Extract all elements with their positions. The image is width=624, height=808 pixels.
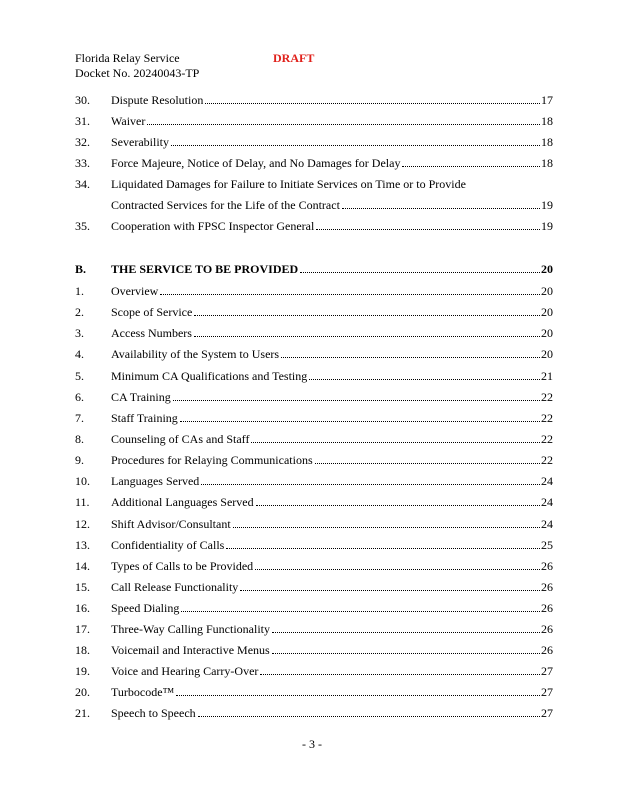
toc-entry-number: 13.: [75, 538, 90, 552]
toc-entry: [75, 600, 553, 616]
toc-entry: [75, 473, 553, 489]
toc-entry-title: Severability: [111, 135, 169, 149]
toc-entry-number: 15.: [75, 580, 90, 594]
toc-entry-content: [111, 494, 553, 510]
toc-entry-number: B.: [75, 262, 87, 276]
toc-entry-number: 35.: [75, 219, 90, 233]
toc-entry-content: [111, 579, 553, 595]
toc-entry-content: [111, 452, 553, 468]
dot-leader: [272, 642, 540, 654]
toc-entry: [75, 304, 553, 320]
toc-entry: [75, 663, 553, 679]
toc-entry-content: [111, 516, 553, 532]
dot-leader: [147, 113, 540, 125]
toc-entry-number: 31.: [75, 114, 90, 128]
toc-entry-page: 20: [541, 326, 553, 340]
toc-entry-content: [111, 558, 553, 574]
toc-entry-title: CA Training: [111, 390, 171, 404]
toc-entry-page: 22: [541, 390, 553, 404]
toc-entry-title: Minimum CA Qualifications and Testing: [111, 369, 308, 383]
toc-entry-content: [111, 663, 553, 679]
toc-entry-page: 27: [541, 706, 553, 720]
toc-entry: [75, 579, 553, 595]
toc-entry: [75, 494, 553, 510]
toc-entry: [75, 155, 553, 171]
toc-entry-title: Voice and Hearing Carry-Over: [111, 664, 259, 678]
toc-entry-page: 26: [541, 580, 553, 594]
toc-entry-page: 25: [541, 538, 553, 552]
toc-entry-page: 27: [541, 685, 553, 699]
toc-entry-content: [111, 304, 553, 320]
toc-entry: [75, 516, 553, 532]
toc-entry: [75, 113, 553, 129]
dot-leader: [194, 304, 540, 316]
toc-entry-number: 34.: [75, 177, 90, 191]
toc-entry-content: [111, 176, 553, 192]
dot-leader: [316, 218, 540, 230]
toc-entry: [75, 325, 553, 341]
toc-entry-page: 19: [541, 198, 553, 212]
toc-entry-title: Speed Dialing: [111, 601, 180, 615]
header-line-1: Florida Relay Service: [75, 51, 180, 65]
toc-entry-title: Scope of Service: [111, 305, 193, 319]
toc-entry: [75, 537, 553, 553]
toc-entry: [75, 218, 553, 234]
toc-entry-content: [111, 134, 553, 150]
toc-entry-number: 1.: [75, 284, 84, 298]
toc-entry-title: Confidentiality of Calls: [111, 538, 225, 552]
toc-entry: [75, 134, 553, 150]
page-number: - 3 -: [302, 737, 322, 751]
toc-entry-title: Three-Way Calling Functionality: [111, 622, 270, 636]
toc-entry-title: Availability of the System to Users: [111, 347, 280, 361]
toc-entry-page: 26: [541, 559, 553, 573]
toc-entry-page: 20: [541, 262, 553, 276]
toc-entry-number: 20.: [75, 685, 90, 699]
toc-entry: [75, 431, 553, 447]
toc-entry-content: [111, 431, 553, 447]
toc-entry-number: 19.: [75, 664, 90, 678]
toc-entry-title: Call Release Functionality: [111, 580, 239, 594]
toc-entry-content: [111, 113, 553, 129]
toc-entry-page: 18: [541, 156, 553, 170]
toc-entry-number: 3.: [75, 326, 84, 340]
header-line-2: Docket No. 20240043-TP: [75, 66, 200, 80]
toc-entry-page: 26: [541, 643, 553, 657]
toc-entry-page: 26: [541, 601, 553, 615]
toc-entry-title: Languages Served: [111, 474, 200, 488]
toc-entry: [75, 283, 553, 299]
toc-entry-number: 12.: [75, 517, 90, 531]
dot-leader: [240, 579, 540, 591]
toc-entry-number: 17.: [75, 622, 90, 636]
toc-entry-page: 20: [541, 305, 553, 319]
toc-entry-page: 22: [541, 432, 553, 446]
dot-leader: [233, 516, 540, 528]
dot-leader: [255, 558, 540, 570]
toc-entry-content: [111, 218, 553, 234]
toc-entry-title: Staff Training: [111, 411, 178, 425]
toc-entry-number: 11.: [75, 495, 90, 509]
dot-leader: [402, 155, 540, 167]
toc-entry-content: [111, 642, 553, 658]
toc-entry: [75, 368, 553, 384]
toc-entry-page: 18: [541, 135, 553, 149]
dot-leader: [342, 197, 540, 209]
toc-entry: [75, 642, 553, 658]
toc-entry-title: THE SERVICE TO BE PROVIDED: [111, 262, 299, 276]
toc-entry-title: Speech to Speech: [111, 706, 196, 720]
toc-entry: [75, 389, 553, 405]
dot-leader: [272, 621, 540, 633]
toc-entry-title: Cooperation with FPSC Inspector General: [111, 219, 315, 233]
toc-entry-content: [111, 537, 553, 553]
toc-entry: [75, 452, 553, 468]
toc-entry-content: [111, 473, 553, 489]
toc-entry-page: 24: [541, 474, 553, 488]
dot-leader: [173, 389, 540, 401]
toc-entry-content: [111, 684, 553, 700]
toc-entry-title: Overview: [111, 284, 159, 298]
toc-entry-page: 17: [541, 93, 553, 107]
toc-entry-number: 14.: [75, 559, 90, 573]
toc-entry-content: [111, 92, 553, 108]
toc-entry: [75, 197, 553, 213]
toc-entry-content: [111, 389, 553, 405]
toc-entry-page: 22: [541, 411, 553, 425]
toc-entry-number: 7.: [75, 411, 84, 425]
toc-entry-content: [111, 368, 553, 384]
toc-entry-number: 2.: [75, 305, 84, 319]
dot-leader: [181, 600, 540, 612]
toc-entry-page: 24: [541, 495, 553, 509]
toc-entry: [75, 261, 553, 277]
toc-entry-title: Counseling of CAs and Staff: [111, 432, 250, 446]
dot-leader: [315, 452, 540, 464]
dot-leader: [180, 410, 540, 422]
dot-leader: [251, 431, 540, 443]
toc-entry-content: [111, 283, 553, 299]
draft-label: DRAFT: [273, 51, 315, 65]
dot-leader: [260, 663, 540, 675]
toc-entry-number: 16.: [75, 601, 90, 615]
toc-entry-content: [111, 600, 553, 616]
dot-leader: [198, 705, 540, 717]
dot-leader: [205, 92, 540, 104]
toc-entry-title: Types of Calls to be Provided: [111, 559, 254, 573]
toc-entry: [75, 558, 553, 574]
toc-entry-title: Dispute Resolution: [111, 93, 204, 107]
toc-entry: [75, 684, 553, 700]
toc-entry-content: [111, 705, 553, 721]
toc-entry-page: 27: [541, 664, 553, 678]
toc-entry-number: 9.: [75, 453, 84, 467]
toc-entry-title: Waiver: [111, 114, 146, 128]
toc-entry-page: 22: [541, 453, 553, 467]
toc-entry-content: [111, 261, 553, 277]
toc-entry-content: [111, 197, 553, 213]
toc-entry-number: 6.: [75, 390, 84, 404]
toc-entry-number: 18.: [75, 643, 90, 657]
toc-entry-number: 8.: [75, 432, 84, 446]
dot-leader: [160, 283, 540, 295]
toc-entry-title: Force Majeure, Notice of Delay, and No Damages for Delay: [111, 156, 401, 170]
toc-entry-title: Voicemail and Interactive Menus: [111, 643, 270, 657]
toc-entry: [75, 346, 553, 362]
toc-entry-number: 21.: [75, 706, 90, 720]
toc-entry-title: Procedures for Relaying Communications: [111, 453, 313, 467]
toc-entry-page: 20: [541, 284, 553, 298]
toc-entry: [75, 410, 553, 426]
toc-entry-number: 10.: [75, 474, 90, 488]
toc-entry-page: 18: [541, 114, 553, 128]
toc-entry-title: Shift Advisor/Consultant: [111, 517, 231, 531]
toc-entry-page: 20: [541, 347, 553, 361]
dot-leader: [256, 494, 540, 506]
toc-entry-number: 33.: [75, 156, 90, 170]
toc-entry: [75, 621, 553, 637]
toc-entry-title: Access Numbers: [111, 326, 192, 340]
toc-entry-title: Contracted Services for the Life of the Contract: [111, 198, 340, 212]
toc-entry: [75, 705, 553, 721]
toc-entry-number: 5.: [75, 369, 84, 383]
toc-entry-content: [111, 621, 553, 637]
toc-entry-page: 24: [541, 517, 553, 531]
toc-entry-content: [111, 325, 553, 341]
dot-leader: [171, 134, 540, 146]
dot-leader: [281, 346, 540, 358]
toc-entry-content: [111, 346, 553, 362]
toc-entry-number: 32.: [75, 135, 90, 149]
dot-leader: [309, 368, 540, 380]
toc-entry-page: 26: [541, 622, 553, 636]
toc-entry-content: [111, 410, 553, 426]
toc-entry: [75, 176, 553, 192]
dot-leader: [300, 261, 540, 273]
toc-entry-number: 4.: [75, 347, 84, 361]
toc-entry-content: [111, 155, 553, 171]
dot-leader: [194, 325, 540, 337]
toc-entry-title: Liquidated Damages for Failure to Initiate Services on Time or to Provide: [111, 177, 466, 191]
toc-entry-number: 30.: [75, 93, 90, 107]
dot-leader: [201, 473, 540, 485]
dot-leader: [226, 537, 540, 549]
toc-entry-page: 19: [541, 219, 553, 233]
dot-leader: [176, 684, 540, 696]
toc-entry-title: Additional Languages Served: [111, 495, 254, 509]
toc-entry: [75, 92, 553, 108]
toc-entry-title: Turbocode™: [111, 685, 175, 699]
toc-entry-page: 21: [541, 369, 553, 383]
